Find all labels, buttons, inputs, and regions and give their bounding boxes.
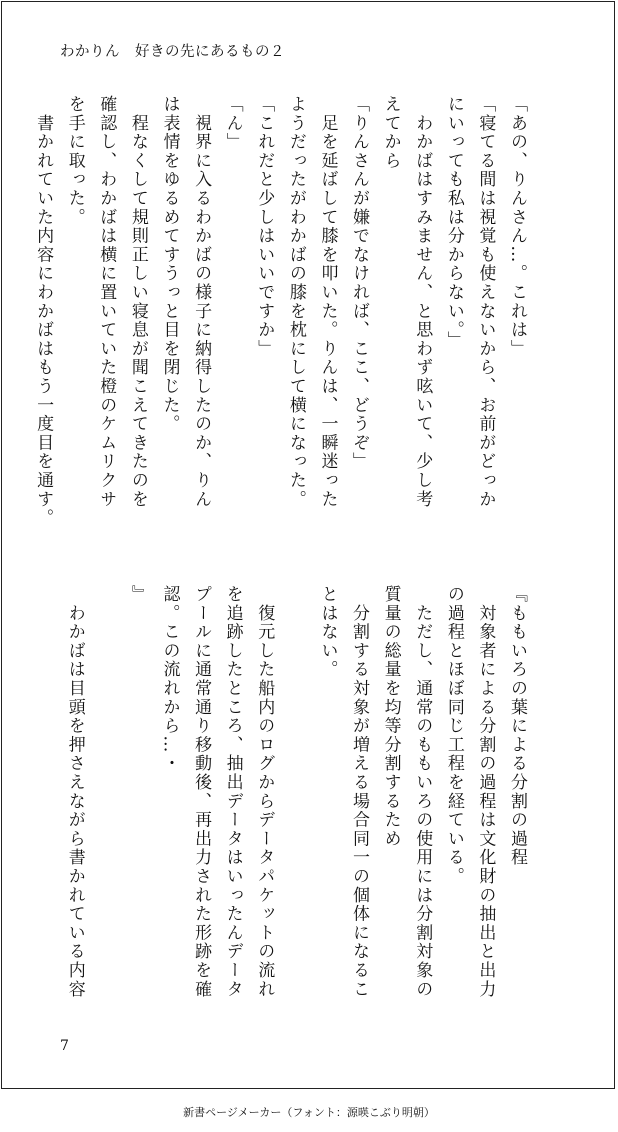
text-line: の過程とほぼ同じ工程を経ている。 [443, 585, 464, 886]
text-line: 対象者による分割の過程は文化財の抽出と出力 [475, 585, 496, 999]
text-line: を手に取った。 [64, 95, 85, 227]
text-line: わかばは目頭を押さえながら書かれている内容 [64, 585, 85, 999]
text-line: 「りんさんが嫌でなければ、ここ、どうぞ」 [349, 95, 370, 471]
text-line: 認。この流れから…・ [159, 585, 180, 773]
text-line: えてから [380, 95, 401, 171]
text-line: を追跡したところ、抽出データはいったんデータ [222, 585, 243, 999]
blank-line [279, 585, 311, 1005]
text-line: プールに通常通り移動後、再出力された形跡を確 [191, 585, 212, 999]
text-line: 分割する対象が増える場合同一の個体になるこ [349, 585, 370, 999]
text-line: わかばはすみません、と思わず呟いて、少し考 [412, 95, 433, 509]
running-header: わかりん 好きの先にあるもの２ [60, 44, 285, 60]
text-line: 書かれていた内容にわかばはもう一度目を通す。 [33, 95, 54, 528]
text-line: 『ももいろの葉による分割の過程 [507, 585, 527, 867]
text-line: 』 [127, 585, 148, 604]
footer-credit: 新書ページメーカー（フォント：源暎こぶり明朝） [183, 1106, 435, 1119]
text-line: 「あの、りんさん…。これは」 [507, 95, 527, 359]
text-line: にいっても私は分からない。」 [443, 95, 464, 350]
text-block-bottom [58, 585, 532, 1005]
text-line: 程なくして規則正しい寝息が聞こえてきたのを [127, 95, 148, 509]
text-line: ただし、通常のももいろの使用には分割対象の [412, 585, 433, 999]
text-line: ようだったがわかばの膝を枕にして横になった。 [285, 95, 306, 509]
blank-line [90, 585, 122, 1005]
page-number: 7 [60, 1038, 69, 1054]
text-line: 質量の総量を均等分割するため [380, 585, 401, 849]
text-line: は表情をゆるめてすうっと目を閉じた。 [159, 95, 180, 434]
text-line: 「ん」 [222, 95, 243, 152]
page-frame [1, 1, 615, 1089]
text-line: 確認し、わかばは横に置いていた橙のケムリクサ [96, 95, 117, 509]
text-line: 「これだと少しはいいですか」 [254, 95, 275, 359]
text-line: 足を延ばして膝を叩いた。りんは、一瞬迷った [317, 95, 338, 509]
text-block-top [27, 95, 533, 540]
text-line: とはない。 [317, 585, 338, 679]
text-line: 復元した船内のログからデータパケットの流れ [254, 585, 275, 999]
text-line: 視界に入るわかばの様子に納得したのか、りん [191, 95, 212, 509]
text-line: 「寝てる間は視覚も使えないから、お前がどっか [475, 95, 496, 509]
